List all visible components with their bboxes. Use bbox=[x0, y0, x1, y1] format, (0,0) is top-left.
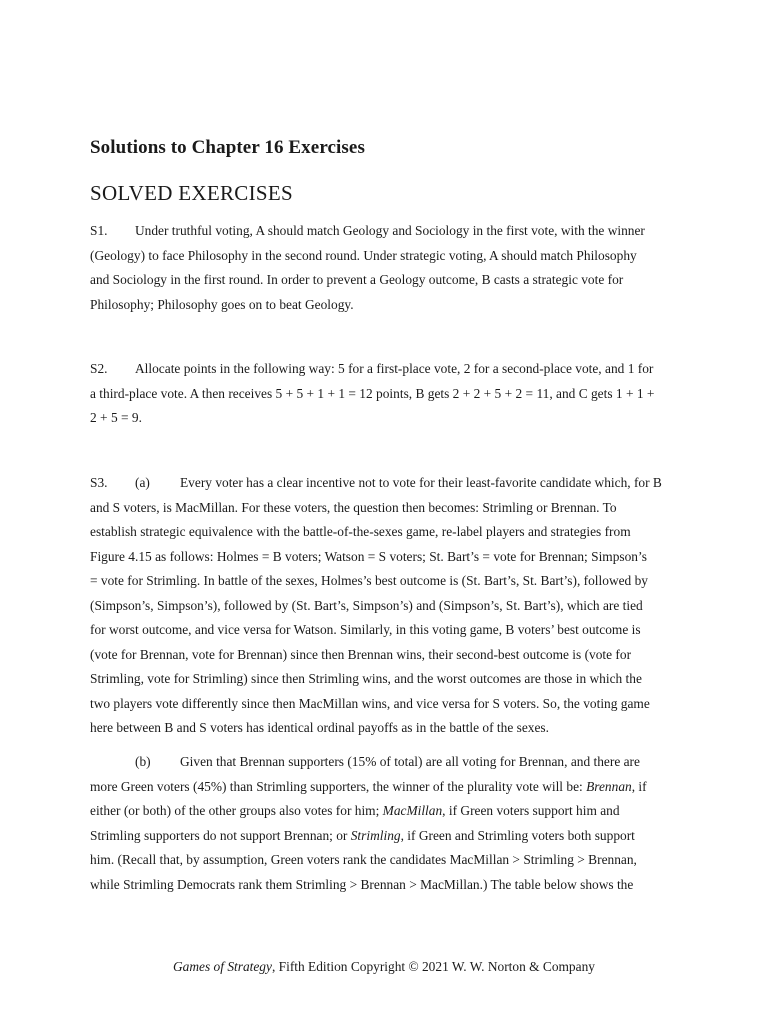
page-footer bbox=[0, 959, 768, 975]
exercise-s3a-line-2: and S voters, is MacMillan. For these voters, the question then becomes: Strimling or Brennan. To bbox=[90, 499, 617, 515]
exercise-s1-line-3: and Sociology in the first round. In order to prevent a Geology outcome, B casts a strategic vote for bbox=[90, 272, 624, 287]
exercise-s3b-line-5: him. (Recall that, by assumption, Green voters rank the candidates MacMillan > Strimling > Brennan, bbox=[90, 852, 637, 867]
exercise-s3a-line-5: = vote for Strimling. In battle of the sexes, Holmes’s best outcome is (St. Bart’s, St. Bart’s), followed by bbox=[90, 573, 648, 588]
exercise-s3a-line-4: Figure 4.15 as follows: Holmes = B voters; Watson = S voters; St. Bart’s = vote for Brennan; Simpson’s bbox=[90, 548, 647, 564]
exercise-s3-part-b bbox=[90, 750, 680, 897]
exercise-s3b-line-6: while Strimling Democrats rank them Strimling > Brennan > MacMillan.) The table below shows the bbox=[90, 876, 634, 892]
candidate-brennan-emphasis: Brennan bbox=[586, 778, 632, 794]
exercise-s3-label: S3. bbox=[90, 475, 108, 490]
exercise-s3b-line-4: Strimling supporters do not support Brennan; or Strimling, if Green and Strimling voters both support bbox=[90, 827, 635, 843]
exercise-s1-line-1: S1. Under truthful voting, A should match Geology and Sociology in the first vote, with the winner bbox=[90, 219, 680, 244]
exercise-s3a-part-label: (a) bbox=[135, 475, 150, 490]
exercise-s3b-part-label: (b) bbox=[135, 754, 151, 769]
footer-book-title: Games of Strategy bbox=[173, 959, 272, 974]
exercise-s3a-line-1: S3. (a) Every voter has a clear incentive not to vote for their least-favorite candidate which, for B bbox=[90, 471, 680, 496]
exercise-s1-line-4: Philosophy; Philosophy goes on to beat Geology. bbox=[90, 296, 354, 312]
exercise-s1-line-2: (Geology) to face Philosophy in the second round. Under strategic voting, A should match Philosophy bbox=[90, 247, 637, 263]
section-title: SOLVED EXERCISES bbox=[90, 181, 293, 205]
exercise-s3b-line-3: either (or both) of the other groups also votes for him; MacMillan, if Green voters support him and bbox=[90, 803, 620, 818]
candidate-macmillan-emphasis: MacMillan bbox=[382, 803, 443, 818]
exercise-s1 bbox=[90, 219, 680, 317]
exercise-s3b-line-1: (b) Given that Brennan supporters (15% of total) are all voting for Brennan, and there are bbox=[90, 750, 680, 775]
exercise-s2 bbox=[90, 357, 680, 431]
exercise-s3a-line-10: two players vote differently since then MacMillan wins, and vice versa for S voters. So, the voting game bbox=[90, 695, 650, 711]
exercise-s3-part-a bbox=[90, 471, 680, 741]
exercise-s2-line-2: a third-place vote. A then receives 5 + 5 + 1 + 1 = 12 points, B gets 2 + 2 + 5 + 2 = 11, and C gets 1 + 1 + bbox=[90, 385, 655, 401]
exercise-s2-line-1: S2. Allocate points in the following way: 5 for a first-place vote, 2 for a second-place vote, and 1 for bbox=[90, 357, 680, 382]
exercise-s2-line-3: 2 + 5 = 9. bbox=[90, 410, 142, 425]
candidate-strimling-emphasis: Strimling bbox=[350, 827, 401, 843]
exercise-s3a-line-8: (vote for Brennan, vote for Brennan) since then Brennan wins, their second-best outcome is (vote for bbox=[90, 646, 632, 662]
chapter-title: Solutions to Chapter 16 Exercises bbox=[90, 137, 365, 158]
exercise-s3a-line-7: for worst outcome, and vice versa for Watson. Similarly, in this voting game, B voters’ best outcome is bbox=[90, 622, 641, 637]
exercise-s1-label: S1. bbox=[90, 223, 108, 238]
exercise-s3a-line-3: establish strategic equivalence with the battle-of-the-sexes game, re-label players and strategies from bbox=[90, 524, 631, 539]
footer-copyright: , Fifth Edition Copyright © 2021 W. W. Norton & Company bbox=[271, 959, 595, 974]
exercise-s2-label: S2. bbox=[90, 361, 108, 376]
exercise-s3a-line-11: here between B and S voters has identical ordinal payoffs as in the battle of the sexes. bbox=[90, 720, 549, 735]
exercise-s3b-line-2: more Green voters (45%) than Strimling supporters, the winner of the plurality vote will be: Brennan, if bbox=[90, 778, 647, 794]
exercise-s3a-line-9: Strimling, vote for Strimling) since then Strimling wins, and the worst outcomes are those in which the bbox=[90, 671, 642, 686]
exercise-s3a-line-6: (Simpson’s, Simpson’s), followed by (St. Bart’s, Simpson’s) and (Simpson’s, St. Bart’s), which are tied bbox=[90, 597, 643, 613]
